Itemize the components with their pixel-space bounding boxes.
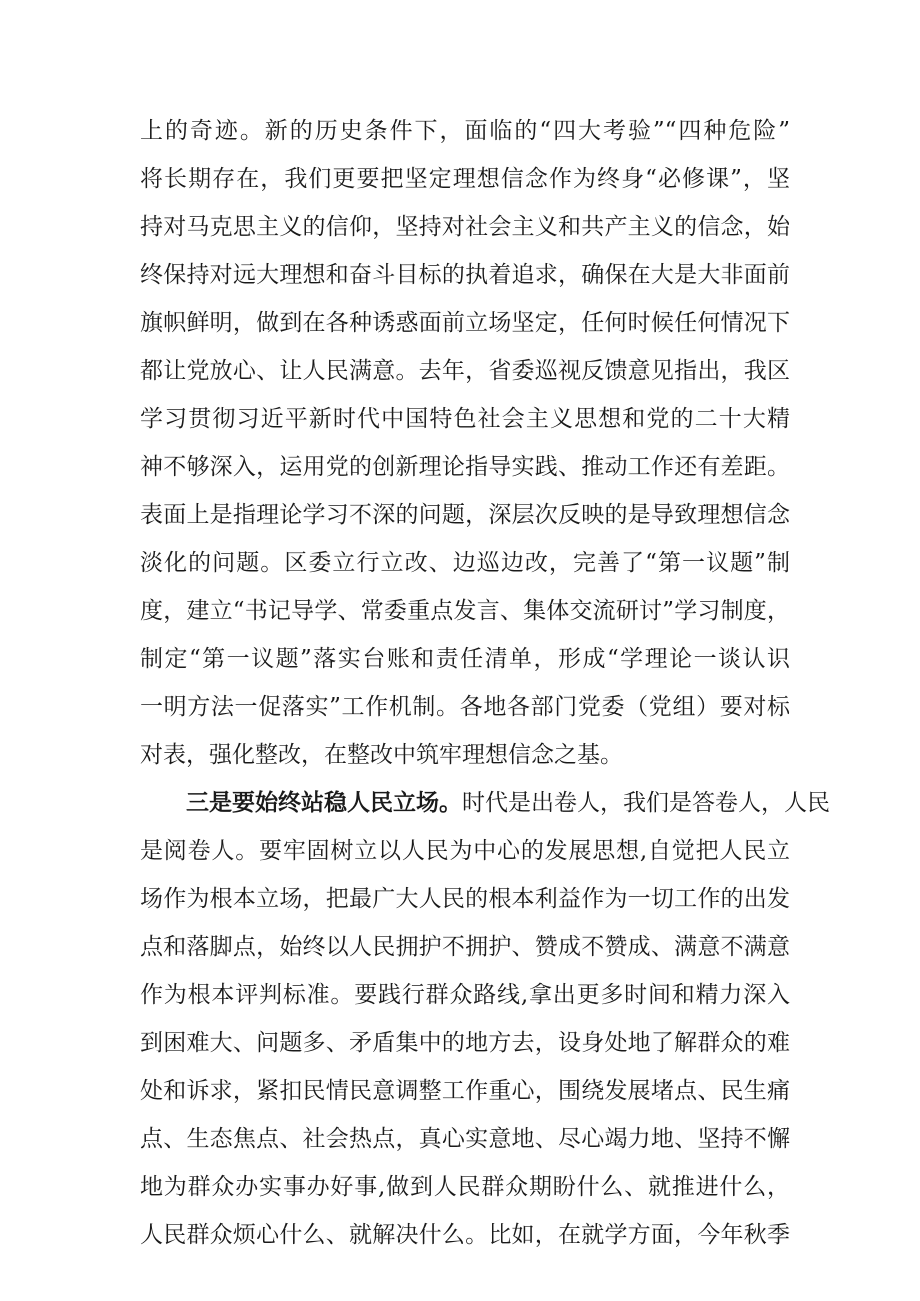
paragraph-1 [140,107,790,779]
document-body [140,107,830,1259]
section-heading: 三是要始终站稳人民立场。 [186,790,462,816]
paragraph-line: 学习贯彻习近平新时代中国特色社会主义思想和党的二十大精 [140,406,790,432]
paragraph-line: 作为根本评判标准。要践行群众路线,拿出更多时间和精力深入 [140,982,790,1008]
paragraph-line: 终保持对远大理想和奋斗目标的执着追求，确保在大是大非面前 [140,262,790,288]
paragraph-line: 都让党放心、让人民满意。去年，省委巡视反馈意见指出，我区 [140,358,790,384]
paragraph-line: 将长期存在，我们更要把坚定理想信念作为终身“必修课”，坚 [140,166,790,192]
paragraph-line: 对表，强化整改，在整改中筑牢理想信念之基。 [140,742,623,768]
paragraph-line: 上的奇迹。新的历史条件下，面临的“四大考验”“四种危险” [140,118,790,144]
paragraph-line: 地为群众办实事办好事,做到人民群众期盼什么、就推进什么， [140,1174,790,1200]
paragraph-line: 到困难大、问题多、矛盾集中的地方去，设身处地了解群众的难 [140,1030,790,1056]
paragraph-line: 淡化的问题。区委立行立改、边巡边改，完善了“第一议题”制 [140,550,790,576]
paragraph-line: 点和落脚点，始终以人民拥护不拥护、赞成不赞成、满意不满意 [140,934,790,960]
paragraph-line: 处和诉求，紧扣民情民意调整工作重心，围绕发展堵点、民生痛 [140,1078,790,1104]
paragraph-line: 场作为根本立场，把最广大人民的根本利益作为一切工作的出发 [140,886,790,912]
paragraph-line: 持对马克思主义的信仰，坚持对社会主义和共产主义的信念，始 [140,214,790,240]
paragraph-line: 是阅卷人。要牢固树立以人民为中心的发展思想,自觉把人民立 [140,838,790,864]
paragraph-text: 时代是出卷人，我们是答卷人，人民 [462,790,830,816]
paragraph-line: 旗帜鲜明，做到在各种诱惑面前立场坚定，任何时候任何情况下 [140,310,790,336]
paragraph-line: 人民群众烦心什么、就解决什么。比如，在就学方面，今年秋季 [140,1222,790,1248]
paragraph-line: 表面上是指理论学习不深的问题，深层次反映的是导致理想信念 [140,502,790,528]
paragraph-line: 制定“第一议题”落实台账和责任清单，形成“学理论一谈认识 [140,646,790,672]
paragraph-2 [140,779,830,1259]
paragraph-first-line [140,779,830,827]
paragraph-line: 神不够深入，运用党的创新理论指导实践、推动工作还有差距。 [140,454,790,480]
paragraph-line: 度，建立“书记导学、常委重点发言、集体交流研讨”学习制度， [140,598,790,624]
paragraph-line: 一明方法一促落实”工作机制。各地各部门党委（党组）要对标 [140,694,790,720]
paragraph-line: 点、生态焦点、社会热点，真心实意地、尽心竭力地、坚持不懈 [140,1126,790,1152]
